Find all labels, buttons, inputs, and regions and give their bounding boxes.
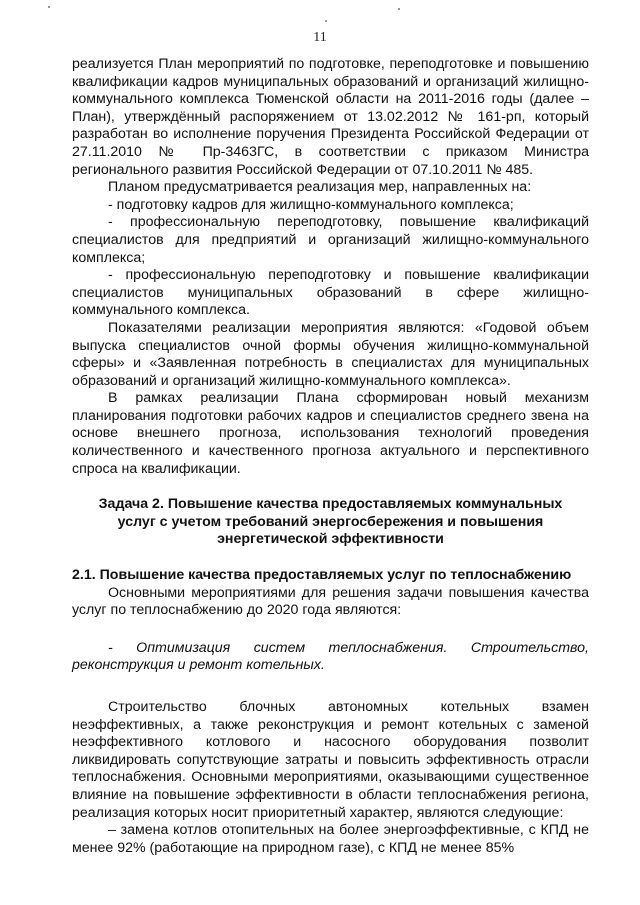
list-item: - профессиональную переподготовку, повышение квалификаций специалистов для предприятий и организаций жилищно-коммунального комплекса;	[72, 214, 589, 266]
section-intro: Основными мероприятиями для решения задачи повышения качества услуг по теплоснабжению до 2020 года являются:	[72, 584, 589, 619]
scan-speck	[48, 6, 50, 8]
measures-list	[72, 197, 589, 320]
paragraph-indicators: Показателями реализации мероприятия являются: «Годовой объем выпуска специалистов очной формы обучения жилищно-коммунальной сферы» и «Заявленная потребность в специалистах для муниципальных образований и организаций жилищно-коммунального комплекса».	[72, 319, 589, 389]
list-item: - подготовку кадров для жилищно-коммунального комплекса;	[108, 196, 514, 213]
scan-speck	[325, 20, 327, 22]
document-body	[72, 56, 589, 857]
task-heading: Задача 2. Повышение качества предоставляемых коммунальных услуг с учетом требований энергосбережения и повышения энергетической эффективности	[98, 496, 563, 548]
paragraph-boilers: Строительство блочных автономных котельных взамен неэффективных, а также реконструкция и ремонт котельных с заменой неэффективного котлового и насосного оборудования позволит ликвидировать сопутствующие затраты и повысить эффективность отрасли теплоснабжения. Основными мероприятиями, оказывающими существенное влияние на повышение эффективности в области теплоснабжения региона, реализация которых носит приоритетный характер, являются следующие:	[72, 699, 589, 821]
section-heading: 2.1. Повышение качества предоставляемых услуг по теплоснабжению	[72, 567, 572, 584]
measure-item-italic: - Оптимизация систем теплоснабжения. Строительство, реконструкция и ремонт котельных.	[72, 639, 589, 674]
paragraph-measures: Планом предусматривается реализация мер, направленных на:	[108, 179, 532, 196]
paragraph-plan: реализуется План мероприятий по подготовке, переподготовке и повышению квалификации кадров муниципальных образований и организаций жилищно-коммунального комплекса Тюменской области на 2011-2016 годы (далее – План), утверждённый распоряжением от 13.02.2012 № 161-рп, который разработан во исполнение поручения Президента Российской Федерации от 27.11.2010 № Пр-3463ГС, в соответствии с приказом Министра регионального развития Российской Федерации от 07.10.2011 № 485.	[72, 56, 589, 178]
paragraph-mechanism: В рамках реализации Плана сформирован новый механизм планирования подготовки рабочих кадров и специалистов среднего звена на основе внешнего прогноза, использования технологий проведения количественного и качественного прогноза актуального и перспективного спроса на квалификации.	[72, 390, 589, 477]
paragraph-replacement: – замена котлов отопительных на более энергоэффективные, с КПД не менее 92% (работающие на природном газе), с КПД не менее 85%	[72, 822, 589, 856]
scan-speck	[398, 8, 400, 10]
page-number: 11	[313, 30, 327, 45]
list-item: - профессиональную переподготовку и повышение квалификации специалистов муниципальных образований в сфере жилищно-коммунального комплекса.	[72, 267, 589, 319]
